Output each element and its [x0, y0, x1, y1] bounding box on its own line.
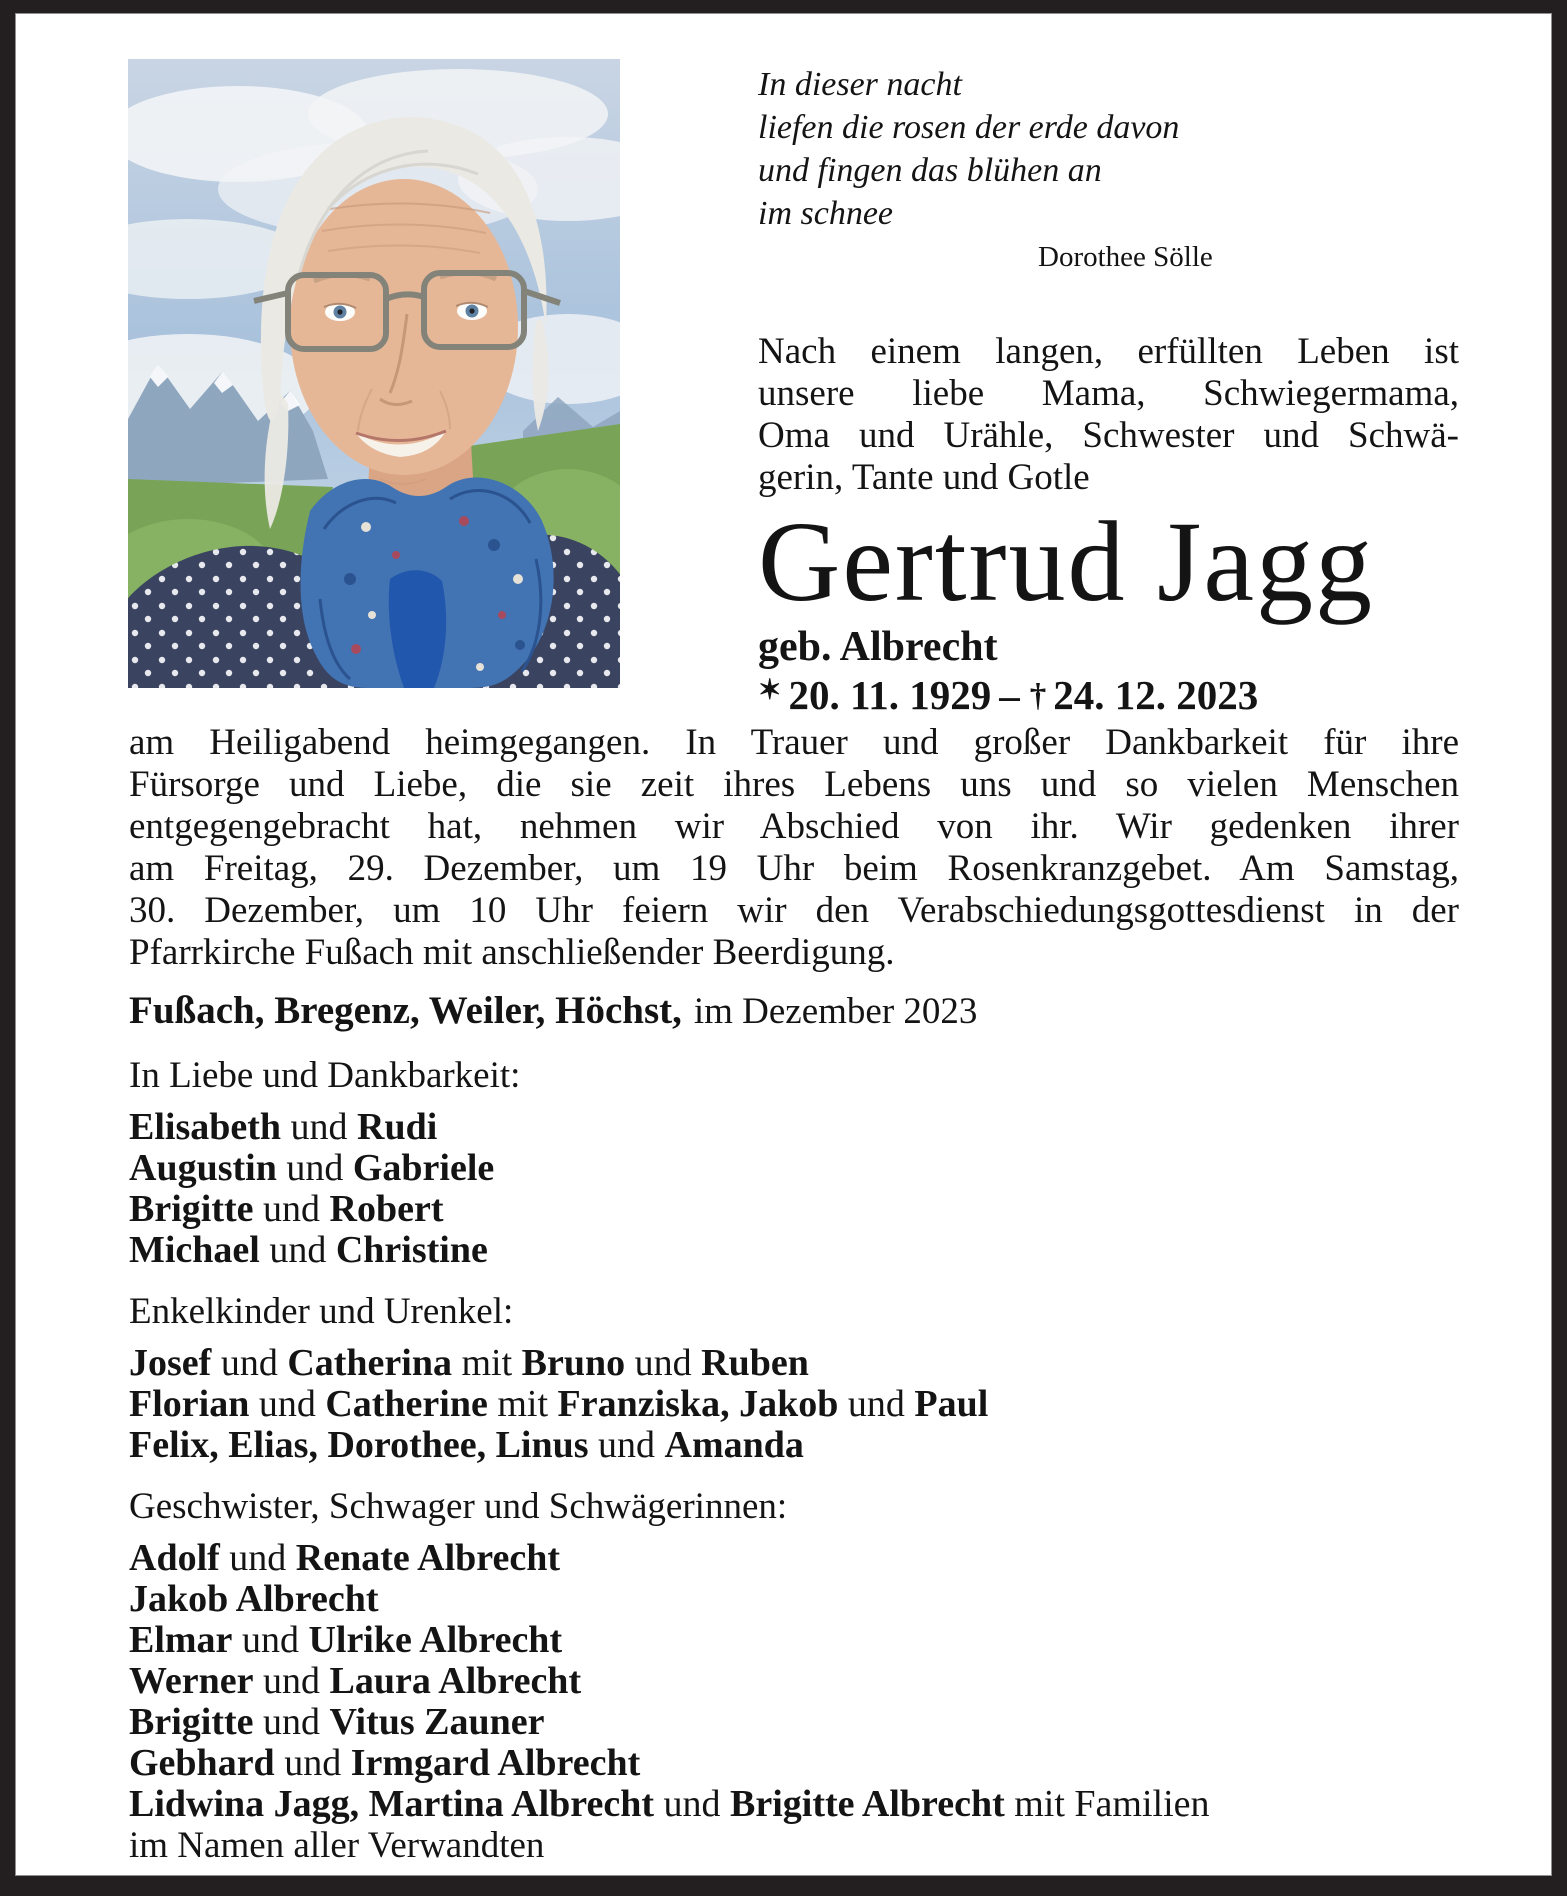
- person-name: Adolf: [129, 1537, 220, 1579]
- person-name: Catherine: [325, 1383, 488, 1425]
- person-name: Augustin: [129, 1147, 277, 1189]
- person-name: Renate Albrecht: [295, 1537, 560, 1579]
- text-line: [129, 1538, 1459, 1579]
- main-text: [129, 722, 1459, 1866]
- person-name: Lidwina Jagg, Martina Albrecht: [129, 1783, 654, 1825]
- person-name: Paul: [914, 1383, 989, 1425]
- text-line: [129, 1343, 1459, 1384]
- section-label-grandchildren: Enkelkinder und Urenkel:: [129, 1291, 514, 1332]
- text-segment: und: [249, 1383, 326, 1425]
- dateline-places: Fußach, Bregenz, Weiler, Höchst,: [129, 989, 682, 1032]
- text-segment: und: [588, 1424, 665, 1466]
- text-line: liefen die rosen der erde davon: [758, 109, 1180, 146]
- text-line: [129, 1743, 1459, 1784]
- text-line: 30. Dezember, um 10 Uhr feiern wir den Verabschiedungsgottesdienst in der: [129, 890, 1459, 931]
- person-name: Elmar: [129, 1619, 233, 1661]
- text-line: [129, 1189, 1459, 1230]
- person-name: Brigitte Albrecht: [730, 1783, 1005, 1825]
- section-label-mourners: In Liebe und Dankbarkeit:: [129, 1055, 521, 1096]
- died-symbol: †: [1029, 678, 1047, 714]
- header-column: [758, 63, 1459, 720]
- text-segment: und: [259, 1229, 336, 1271]
- person-name: Vitus Zauner: [329, 1701, 545, 1743]
- text-line: [129, 1661, 1459, 1702]
- text-line: am Freitag, 29. Dezember, um 19 Uhr beim Rosenkranzgebet. Am Samstag,: [129, 848, 1459, 889]
- poem: [758, 63, 1459, 235]
- person-name: Michael: [129, 1229, 260, 1271]
- mourners-list: [129, 1107, 1459, 1271]
- person-name: Christine: [335, 1229, 488, 1271]
- person-name: Irmgard Albrecht: [350, 1742, 641, 1784]
- text-segment: mit Familien: [1004, 1783, 1210, 1825]
- person-name: Franziska, Jakob: [557, 1383, 839, 1425]
- death-date: 24. 12. 2023: [1053, 672, 1259, 718]
- text-segment: und: [276, 1147, 353, 1189]
- poem-attribution: Dorothee Sölle: [1038, 241, 1213, 273]
- text-line: Oma und Urähle, Schwester und Schwä-: [758, 415, 1459, 456]
- dateline-date: im Dezember 2023: [693, 991, 978, 1032]
- person-name: Florian: [129, 1383, 250, 1425]
- person-name: Amanda: [664, 1424, 804, 1466]
- text-line: Nach einem langen, erfüllten Leben ist: [758, 331, 1459, 372]
- text-line: und fingen das blühen an: [758, 152, 1102, 189]
- person-name: Josef: [129, 1342, 212, 1384]
- text-line: gerin, Tante und Gotle: [758, 457, 1090, 498]
- text-line: am Heiligabend heimgegangen. In Trauer und großer Dankbarkeit für ihre: [129, 722, 1459, 763]
- person-name: Bruno: [521, 1342, 626, 1384]
- text-segment: und: [281, 1106, 358, 1148]
- text-line: im schnee: [758, 195, 894, 232]
- text-segment: und: [211, 1342, 288, 1384]
- person-name: Jakob Albrecht: [129, 1578, 379, 1620]
- person-name: Felix, Elias, Dorothee, Linus: [129, 1424, 589, 1466]
- person-name: Rudi: [357, 1106, 438, 1148]
- text-line: [129, 1384, 1459, 1425]
- text-segment: und: [232, 1619, 309, 1661]
- text-segment: und: [625, 1342, 702, 1384]
- person-name: Gebhard: [129, 1742, 275, 1784]
- text-line: [129, 1230, 1459, 1271]
- text-line: [129, 1579, 1459, 1620]
- life-dates: [758, 667, 1459, 720]
- section-label-siblings: Geschwister, Schwager und Schwägerinnen:: [129, 1486, 788, 1527]
- text-segment: und: [253, 1701, 330, 1743]
- text-line: In dieser nacht: [758, 66, 962, 103]
- text-line: [129, 1107, 1459, 1148]
- text-line: [129, 1784, 1459, 1825]
- birth-date: 20. 11. 1929: [788, 672, 992, 718]
- text-segment: und: [274, 1742, 351, 1784]
- text-line: Fürsorge und Liebe, die sie zeit ihres Lebens uns und so vielen Menschen: [129, 764, 1459, 805]
- person-name: Ulrike Albrecht: [308, 1619, 563, 1661]
- person-name: Catherina: [287, 1342, 452, 1384]
- text-line: [129, 1148, 1459, 1189]
- person-name: Werner: [129, 1660, 254, 1702]
- date-separator: –: [999, 672, 1020, 718]
- text-segment: und: [838, 1383, 915, 1425]
- person-name: Elisabeth: [129, 1106, 282, 1148]
- grandchildren-list: [129, 1343, 1459, 1466]
- portrait-photo: [128, 59, 620, 688]
- text-line: entgegengebracht hat, nehmen wir Abschied von ihr. Wir gedenken ihrer: [129, 806, 1459, 847]
- intro-paragraph: [758, 331, 1459, 499]
- deceased-name: Gertrud Jagg: [758, 498, 1374, 625]
- text-segment: und: [253, 1660, 330, 1702]
- announcement-paragraph: [129, 722, 1459, 974]
- person-name: Ruben: [701, 1342, 809, 1384]
- text-line: unsere liebe Mama, Schwiegermama,: [758, 373, 1459, 414]
- text-segment: und: [654, 1783, 730, 1825]
- obituary-content: [15, 13, 1552, 1876]
- text-line: [129, 1702, 1459, 1743]
- scarf: [301, 477, 554, 688]
- siblings-list: [129, 1538, 1459, 1825]
- text-segment: mit: [487, 1383, 558, 1425]
- closing-line: im Namen aller Verwandten: [129, 1825, 545, 1866]
- text-segment: und: [253, 1188, 330, 1230]
- text-segment: mit: [451, 1342, 522, 1384]
- person-name: Gabriele: [352, 1147, 495, 1189]
- dateline: [129, 988, 1459, 1035]
- person-name: Brigitte: [129, 1188, 254, 1230]
- text-line: Pfarrkirche Fußach mit anschließender Beerdigung.: [129, 932, 895, 973]
- born-symbol: ✶: [758, 675, 782, 706]
- text-segment: und: [219, 1537, 296, 1579]
- person-name: Laura Albrecht: [329, 1660, 582, 1702]
- text-line: [129, 1425, 1459, 1466]
- maiden-name: geb. Albrecht: [758, 624, 998, 670]
- person-name: Brigitte: [129, 1701, 254, 1743]
- text-line: [129, 1620, 1459, 1661]
- person-name: Robert: [329, 1188, 444, 1230]
